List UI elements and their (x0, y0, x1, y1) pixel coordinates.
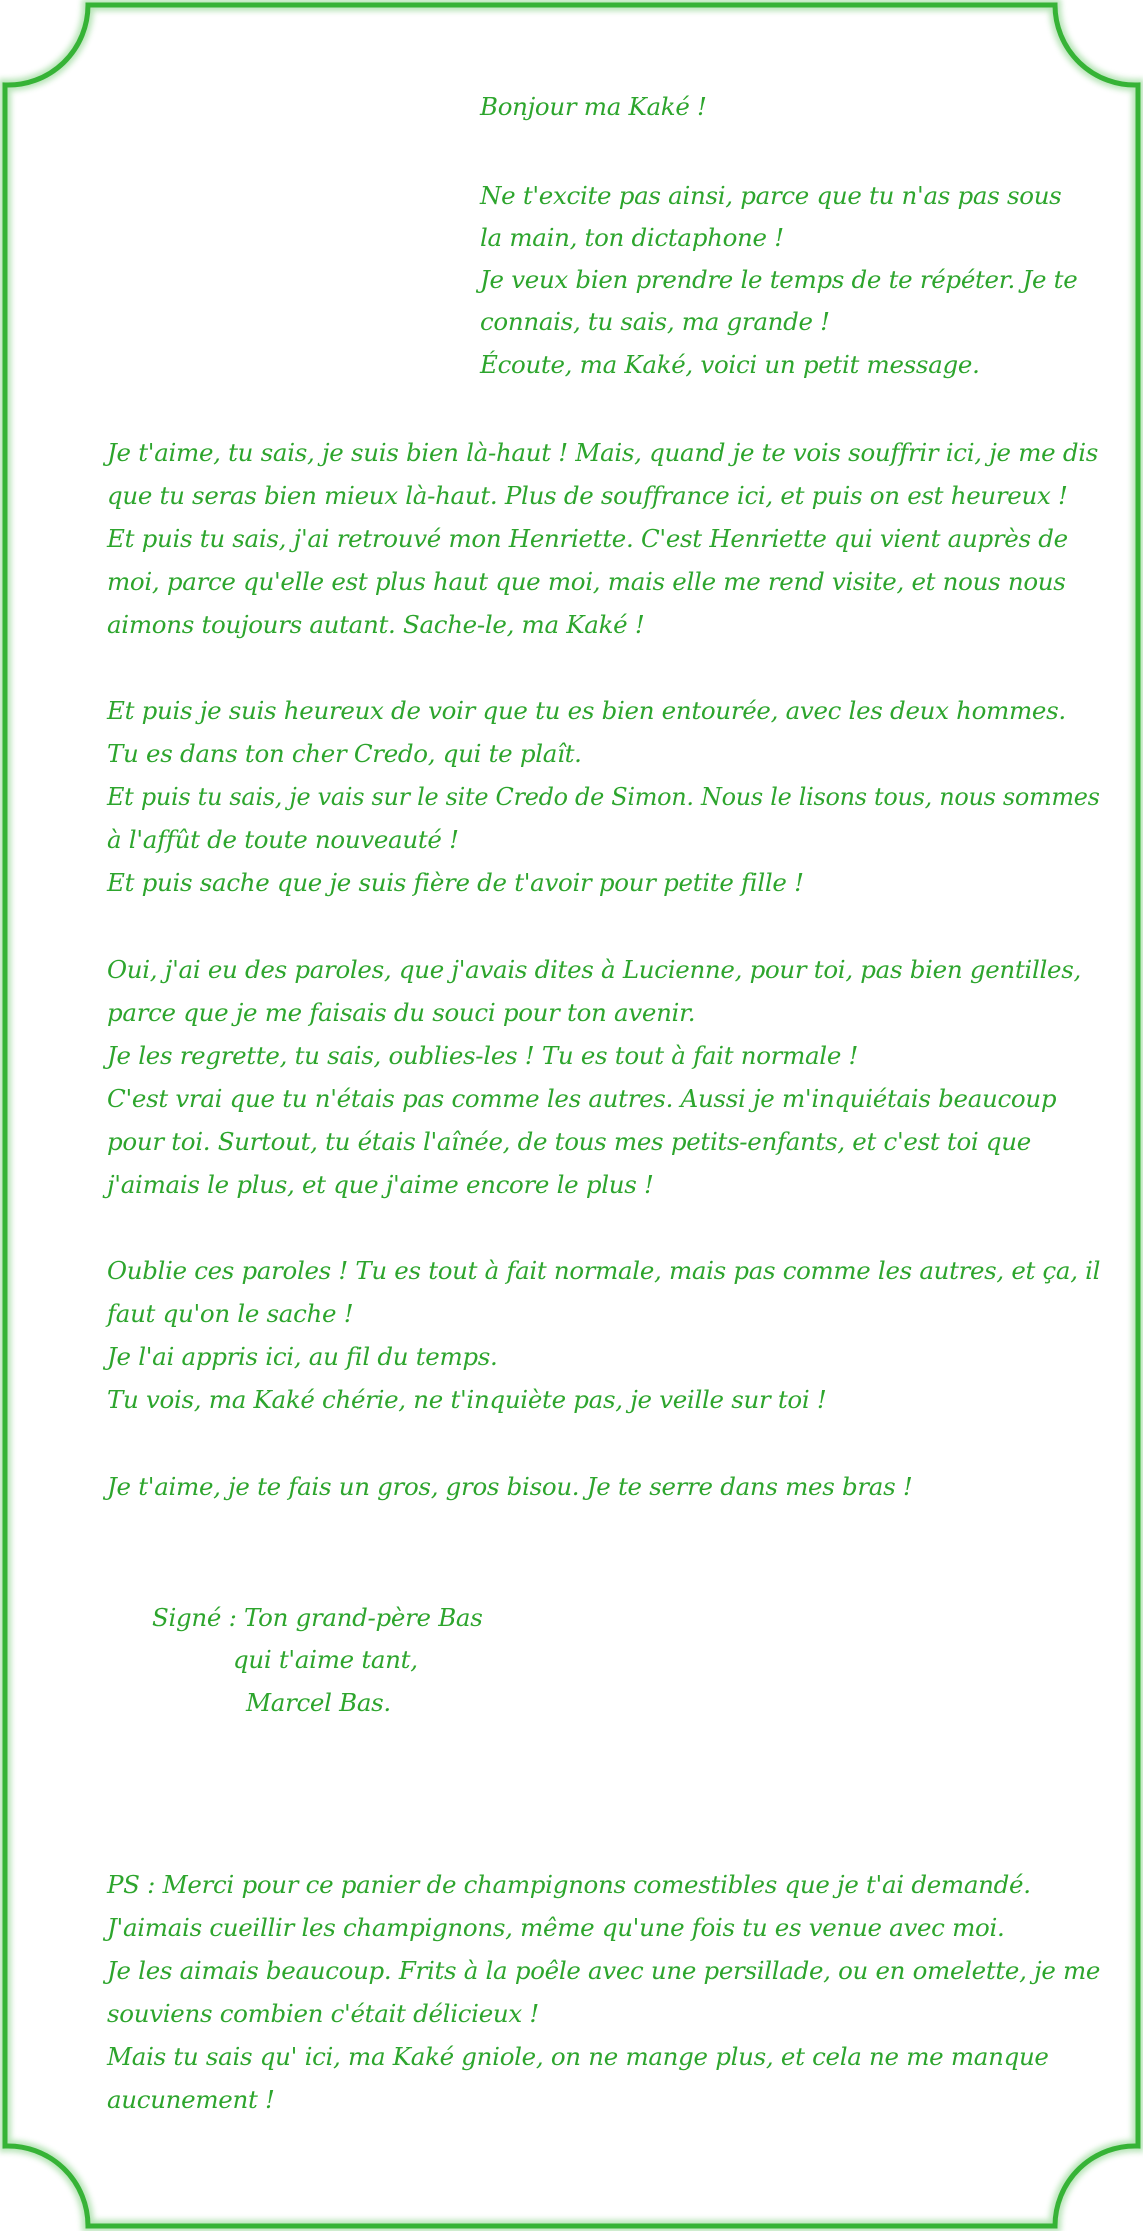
paragraph-line: Et puis sache que je suis fière de t'avoir pour petite fille ! (107, 868, 804, 897)
paragraph-line: j'aimais le plus, et que j'aime encore le plus ! (107, 1170, 654, 1199)
paragraph-line: Je t'aime, tu sais, je suis bien là-haut ! Mais, quand je te vois souffrir ici, je me dis (107, 438, 1099, 467)
postscript-line: aucunement ! (107, 2085, 275, 2114)
paragraph-line: que tu seras bien mieux là-haut. Plus de souffrance ici, et puis on est heureux ! (107, 481, 1068, 510)
greeting-line: la main, ton dictaphone ! (480, 223, 784, 252)
greeting-line: Ne t'excite pas ainsi, parce que tu n'as pas sous (480, 181, 1062, 210)
postscript-line: J'aimais cueillir les champignons, même qu'une fois tu es venue avec moi. (107, 1913, 1005, 1942)
paragraph-line: Tu vois, ma Kaké chérie, ne t'inquiète pas, je veille sur toi ! (107, 1385, 827, 1414)
postscript-line: Mais tu sais qu' ici, ma Kaké gniole, on ne mange plus, et cela ne me manque (107, 2042, 1049, 2071)
paragraph-line: Et puis tu sais, j'ai retrouvé mon Henriette. C'est Henriette qui vient auprès de (107, 524, 1068, 553)
signature-line: Marcel Bas. (246, 1688, 391, 1717)
paragraph-line: Je les regrette, tu sais, oublies-les ! Tu es tout à fait normale ! (107, 1041, 859, 1070)
paragraph-line: aimons toujours autant. Sache-le, ma Kaké ! (107, 610, 645, 639)
paragraph-line: Je l'ai appris ici, au fil du temps. (107, 1342, 498, 1371)
paragraph-line: Oui, j'ai eu des paroles, que j'avais dites à Lucienne, pour toi, pas bien gentilles, (107, 955, 1082, 984)
paragraph-line: moi, parce qu'elle est plus haut que moi, mais elle me rend visite, et nous nous (107, 567, 1066, 596)
postscript-line: PS : Merci pour ce panier de champignons comestibles que je t'ai demandé. (107, 1870, 1031, 1899)
paragraph-line: Je t'aime, je te fais un gros, gros bisou. Je te serre dans mes bras ! (107, 1472, 913, 1501)
signature-line: qui t'aime tant, (233, 1645, 418, 1674)
postscript-line: Je les aimais beaucoup. Frits à la poêle avec une persillade, ou en omelette, je me (107, 1956, 1101, 1985)
paragraph-line: à l'affût de toute nouveauté ! (107, 825, 459, 854)
signature-line: Signé : Ton grand-père Bas (152, 1603, 483, 1632)
paragraph-line: pour toi. Surtout, tu étais l'aînée, de tous mes petits-enfants, et c'est toi que (107, 1127, 1031, 1156)
paragraph-line: Et puis je suis heureux de voir que tu es bien entourée, avec les deux hommes. (107, 696, 1066, 725)
greeting-line: Écoute, ma Kaké, voici un petit message. (480, 350, 980, 379)
greeting-line: Bonjour ma Kaké ! (480, 92, 707, 121)
greeting-line: connais, tu sais, ma grande ! (480, 307, 830, 336)
paragraph-line: C'est vrai que tu n'étais pas comme les autres. Aussi je m'inquiétais beaucoup (107, 1084, 1057, 1113)
paragraph-line: Oublie ces paroles ! Tu es tout à fait normale, mais pas comme les autres, et ça, il (107, 1256, 1101, 1285)
paragraph-line: Et puis tu sais, je vais sur le site Credo de Simon. Nous le lisons tous, nous sommes (107, 782, 1100, 811)
greeting-line: Je veux bien prendre le temps de te répéter. Je te (480, 265, 1078, 294)
postscript-line: souviens combien c'était délicieux ! (107, 1999, 539, 2028)
paragraph-line: faut qu'on le sache ! (107, 1299, 354, 1328)
paragraph-line: Tu es dans ton cher Credo, qui te plaît. (107, 739, 582, 768)
paragraph-line: parce que je me faisais du souci pour ton avenir. (107, 998, 696, 1027)
